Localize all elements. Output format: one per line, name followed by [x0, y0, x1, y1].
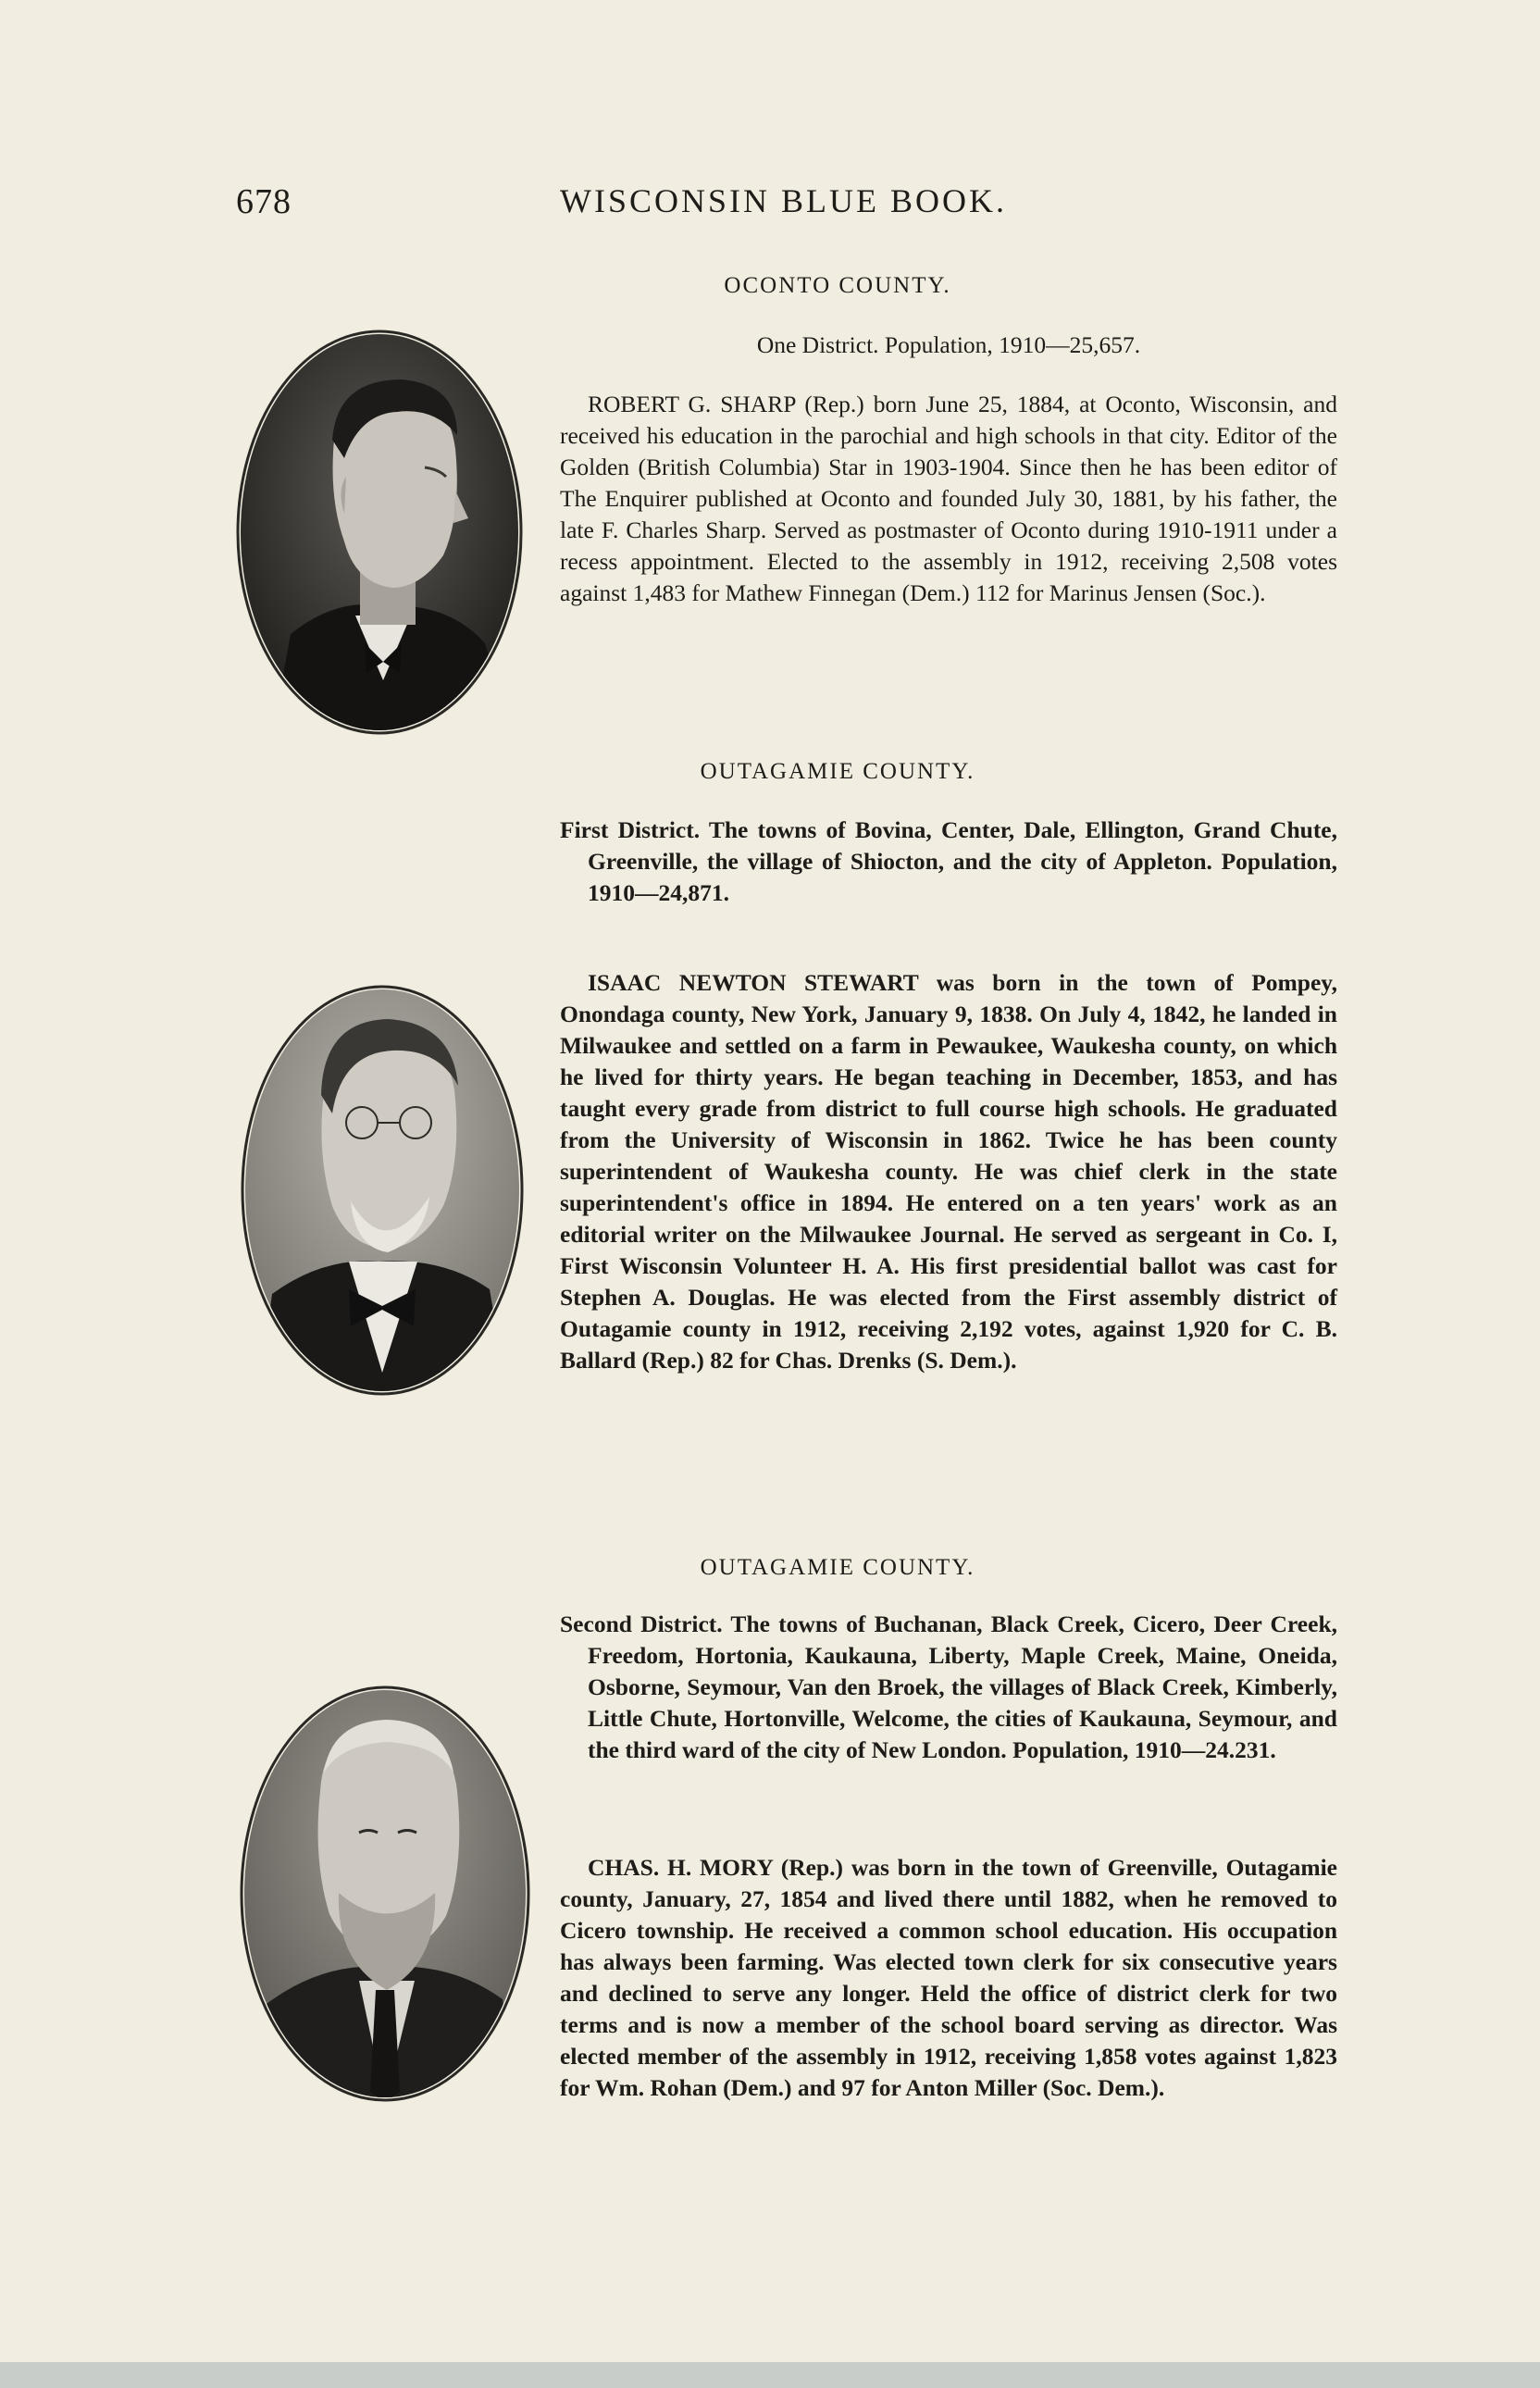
biography-text: ROBERT G. SHARP (Rep.) born June 25, 1884, at Oconto, Wisconsin, and received his education in the parochial and high schools in that city. Editor of the Golden (British Columbia) Star in 1903-1904. Since then he has been editor of The Enquirer published at Oconto and founded July 30, 1881, by his father, the late F. Charles Sharp. Served as postmaster of Oconto during 1910-1911 under a recess appointment. Elected to the assembly in 1912, receiving 2,508 votes against 1,483 for Mathew Finnegan (Dem.) 112 for Marinus Jensen (Soc.).	[560, 391, 1337, 606]
page-number: 678	[236, 182, 292, 221]
district-description-outagamie-second	[560, 1609, 1337, 1766]
portrait-robert-g-sharp	[235, 329, 524, 736]
biography-chas-h-mory	[560, 1852, 1337, 2104]
biography-text: ISAAC NEWTON STEWART was born in the town of Pompey, Onondaga county, New York, January 9, 1838. On July 4, 1842, he landed in Milwaukee and settled on a farm in Pewaukee, Waukesha county, on which he lived for thirty years. He began teaching in December, 1853, and has taught every grade from district to full course high schools. He graduated from the University of Wisconsin in 1862. Twice he has been county superintendent of Waukesha county. He was chief clerk in the state superintendent's office in 1894. He entered on a ten years' work as an editorial writer on the Milwaukee Journal. He served as sergeant in Co. I, First Wisconsin Volunteer H. A. His first presidential ballot was cast for Stephen A. Douglas. He was elected from the First assembly district of Outagamie county in 1912, receiving 2,192 votes, against 1,920 for C. B. Ballard (Rep.) 82 for Chas. Drenks (S. Dem.).	[560, 969, 1337, 1374]
county-heading-oconto: OCONTO COUNTY.	[724, 273, 951, 298]
district-text: Second District. The towns of Buchanan, Black Creek, Cicero, Deer Creek, Freedom, Hortonia, Kaukauna, Liberty, Maple Creek, Maine, Oneida, Osborne, Seymour, Van den Broek, the villages of Black Creek, Kimberly, Little Chute, Hortonville, Welcome, the cities of Kaukauna, Seymour, and the third ward of the city of New London. Population, 1910—24.231.	[560, 1611, 1337, 1763]
district-description-outagamie-first	[560, 815, 1337, 909]
portrait-photo	[240, 984, 525, 1397]
portrait-photo	[239, 1685, 531, 2103]
portrait-photo	[235, 329, 524, 736]
district-line-oconto: One District. Population, 1910—25,657.	[756, 331, 1141, 358]
county-heading-outagamie-second: OUTAGAMIE COUNTY.	[700, 1555, 975, 1580]
book-title: WISCONSIN BLUE BOOK.	[560, 182, 1007, 219]
district-text: First District. The towns of Bovina, Center, Dale, Ellington, Grand Chute, Greenville, the village of Shiocton, and the city of Appleton. Population, 1910—24,871.	[560, 816, 1337, 906]
biography-isaac-newton-stewart	[560, 967, 1337, 1376]
portrait-isaac-newton-stewart	[240, 984, 525, 1397]
portrait-chas-h-mory	[239, 1685, 531, 2103]
running-head	[236, 181, 1069, 228]
biography-text: CHAS. H. MORY (Rep.) was born in the town of Greenville, Outagamie county, January, 27, 1854 and lived there until 1882, when he removed to Cicero township. He received a common school education. His occupation has always been farming. Was elected town clerk for six consecutive years and declined to serve any longer. Held the office of district clerk for two terms and is now a member of the school board serving as director. Was elected member of the assembly in 1912, receiving 1,858 votes against 1,823 for Wm. Rohan (Dem.) and 97 for Anton Miller (Soc. Dem.).	[560, 1854, 1337, 2101]
page-bottom-edge	[0, 2362, 1540, 2388]
biography-robert-g-sharp	[560, 389, 1337, 609]
county-heading-outagamie-first: OUTAGAMIE COUNTY.	[700, 759, 975, 784]
